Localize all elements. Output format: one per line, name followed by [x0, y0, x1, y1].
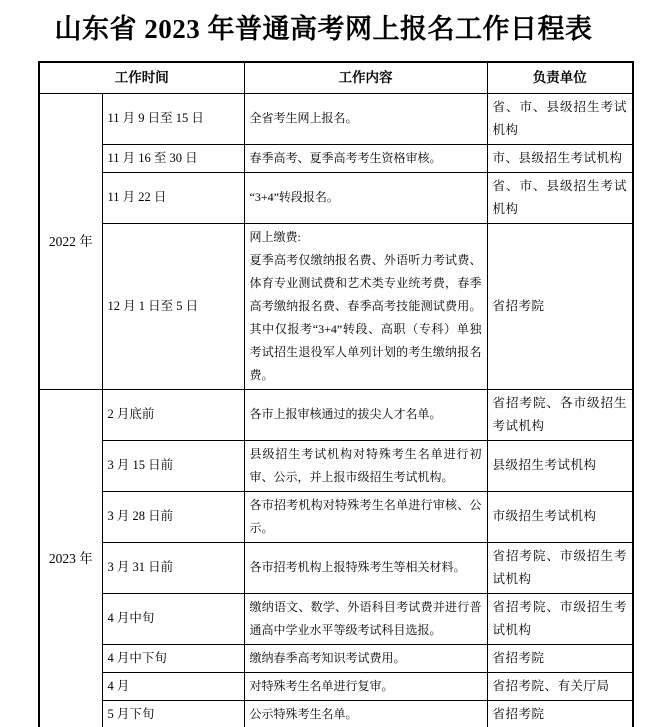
responsible-unit-cell: 市、县级招生考试机构 — [487, 144, 633, 172]
work-content-paragraph: 各市招考机构上报特殊考生等相关材料。 — [249, 560, 466, 574]
work-time-cell: 12 月 1 日至 5 日 — [102, 223, 244, 389]
table-row — [39, 144, 633, 172]
work-content-cell — [244, 440, 487, 491]
schedule-table-body — [39, 93, 633, 727]
table-row — [39, 644, 633, 672]
header-responsible-unit: 负责单位 — [487, 62, 633, 93]
work-time-cell: 11 月 22 日 — [102, 172, 244, 223]
responsible-unit-cell: 省招考院 — [487, 223, 633, 389]
header-work-time: 工作时间 — [39, 62, 244, 93]
work-content-paragraph: 各市招考机构对特殊考生名单进行审核、公示。 — [249, 497, 482, 535]
work-content-paragraph: 缴纳春季高考知识考试费用。 — [249, 650, 406, 665]
work-content-cell — [244, 644, 487, 672]
work-time-cell: 3 月 31 日前 — [102, 542, 244, 593]
work-content-paragraph: 公示特殊考生名单。 — [249, 706, 358, 721]
table-row — [39, 593, 633, 644]
year-cell: 2023 年 — [39, 389, 102, 727]
work-content-paragraph: 春季高考、夏季高考考生资格审核。 — [249, 150, 442, 165]
work-time-cell: 11 月 16 至 30 日 — [102, 144, 244, 172]
work-content-paragraph: 夏季高考仅缴纳报名费、外语听力考试费、体育专业测试费和艺术类专业统考费，春季高考缴纳报名费、春季高考技能测试费用。其中仅报考“3+4”转段、高职（专科）单独考试招生退役军人单列计划的考生缴纳报名费。 — [249, 252, 482, 382]
work-content-cell — [244, 593, 487, 644]
work-content-cell — [244, 491, 487, 542]
work-content-cell — [244, 172, 487, 223]
schedule-table — [38, 61, 634, 727]
work-content-cell — [244, 389, 487, 440]
work-content-paragraph: 全省考生网上报名。 — [249, 111, 358, 125]
work-time-cell: 3 月 15 日前 — [102, 440, 244, 491]
work-content-paragraph: 缴纳语文、数学、外语科目考试费并进行普通高中学业水平等级考试科目选报。 — [249, 599, 482, 637]
table-row — [39, 440, 633, 491]
work-content-cell — [244, 223, 487, 389]
responsible-unit-cell: 市级招生考试机构 — [487, 491, 633, 542]
responsible-unit-cell: 省、市、县级招生考试机构 — [487, 172, 633, 223]
page-title: 山东省 2023 年普通高考网上报名工作日程表 — [54, 14, 593, 44]
table-header — [39, 62, 633, 93]
table-row — [39, 491, 633, 542]
year-cell: 2022 年 — [39, 93, 102, 389]
responsible-unit-cell: 省招考院 — [487, 700, 633, 727]
table-row — [39, 700, 633, 727]
table-row — [39, 223, 633, 389]
work-time-cell: 2 月底前 — [102, 389, 244, 440]
work-content-cell — [244, 700, 487, 727]
responsible-unit-cell: 省、市、县级招生考试机构 — [487, 93, 633, 144]
work-content-paragraph: 县级招生考试机构对特殊考生名单进行初审、公示，并上报市级招生考试机构。 — [249, 446, 482, 484]
table-row — [39, 672, 633, 700]
responsible-unit-cell: 省招考院、市级招生考试机构 — [487, 593, 633, 644]
responsible-unit-cell: 省招考院、各市级招生考试机构 — [487, 389, 633, 440]
table-row — [39, 542, 633, 593]
work-time-cell: 5 月下旬 — [102, 700, 244, 727]
responsible-unit-cell: 省招考院 — [487, 644, 633, 672]
work-time-cell: 4 月中下旬 — [102, 644, 244, 672]
work-content-cell — [244, 672, 487, 700]
work-content-cell — [244, 144, 487, 172]
work-time-cell: 3 月 28 日前 — [102, 491, 244, 542]
work-content-paragraph: 网上缴费: — [249, 229, 301, 244]
table-row — [39, 389, 633, 440]
header-work-content: 工作内容 — [244, 62, 487, 93]
work-content-cell — [244, 93, 487, 144]
work-time-cell: 4 月中旬 — [102, 593, 244, 644]
table-row — [39, 93, 633, 144]
table-row — [39, 172, 633, 223]
work-content-paragraph: 对特殊考生名单进行复审。 — [249, 678, 394, 693]
work-content-cell — [244, 542, 487, 593]
responsible-unit-cell: 县级招生考试机构 — [487, 440, 633, 491]
responsible-unit-cell: 省招考院、有关厅局 — [487, 672, 633, 700]
work-time-cell: 11 月 9 日至 15 日 — [102, 93, 244, 144]
work-content-paragraph: 各市上报审核通过的拔尖人才名单。 — [249, 407, 442, 421]
work-time-cell: 4 月 — [102, 672, 244, 700]
responsible-unit-cell: 省招考院、市级招生考试机构 — [487, 542, 633, 593]
work-content-paragraph: “3+4”转段报名。 — [249, 190, 339, 204]
header-row — [39, 62, 633, 93]
